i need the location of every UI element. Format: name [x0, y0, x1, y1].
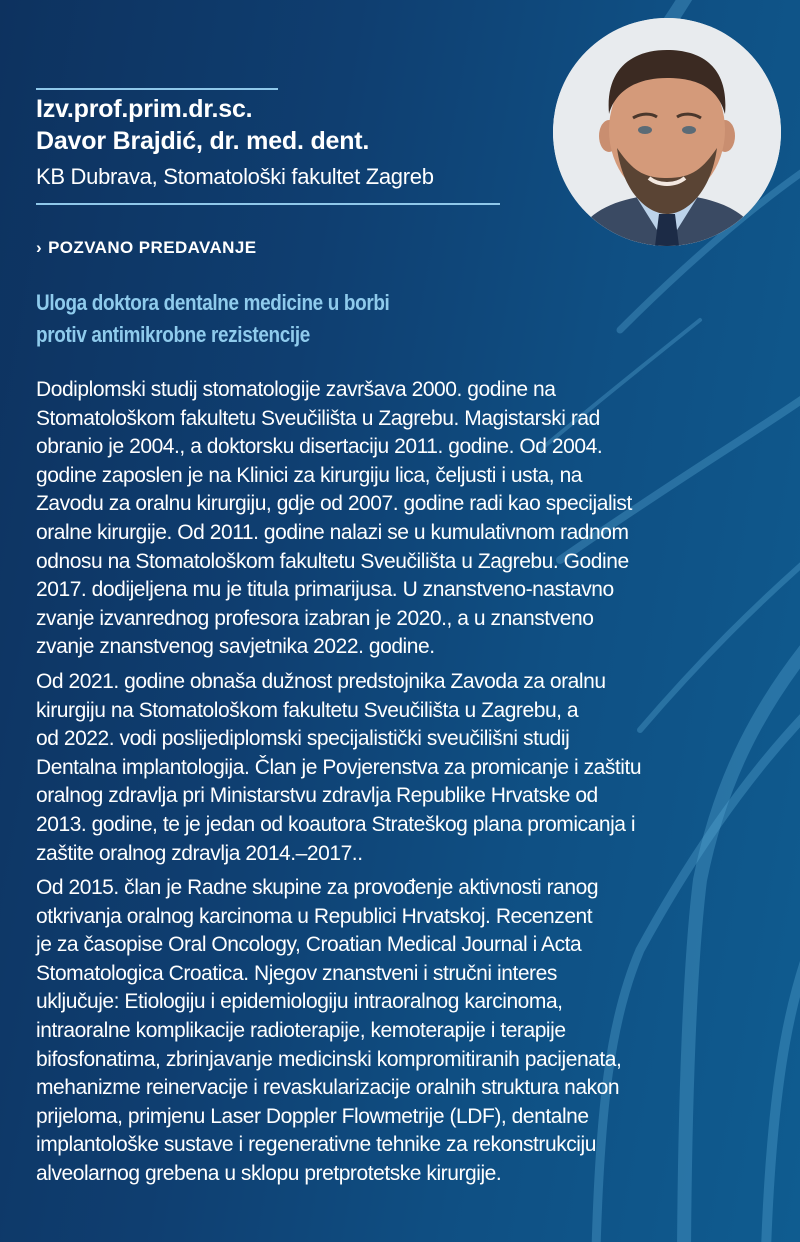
bio-line: zvanje znanstvenog savjetnika 2022. godine.: [36, 635, 435, 659]
bio-line: Od 2015. član je Radne skupine za provođenje aktivnosti ranog: [36, 876, 599, 900]
portrait-illustration: [553, 18, 781, 246]
bio-paragraph: [36, 376, 796, 662]
bio-line: prijeloma, primjenu Laser Doppler Flowmetrije (LDF), dentalne: [36, 1104, 589, 1128]
bio-line: Dentalna implantologija. Član je Povjerenstva za promicanje i zaštitu: [36, 755, 642, 779]
bio-line: alveolarnog grebena u sklopu pretprotetske kirurgije.: [36, 1162, 502, 1186]
bio-paragraph: [36, 668, 796, 868]
chevron-right-icon: ›: [36, 238, 43, 257]
bio-line: Zavodu za oralnu kirurgiju, gdje od 2007. godine radi kao specijalist: [36, 492, 632, 516]
session-type-text: POZVANO PREDAVANJE: [48, 238, 257, 257]
header-top-divider: [36, 88, 278, 90]
bio-line: Stomatološkom fakultetu Sveučilišta u Zagrebu. Magistarski rad: [36, 406, 600, 430]
bio-line: oralne kirurgije. Od 2011. godine nalazi se u kumulativnom radnom: [36, 520, 629, 544]
bio-line: Od 2021. godine obnaša dužnost predstojnika Zavoda za oralnu: [36, 669, 606, 693]
bio-line: otkrivanja oralnog karcinoma u Republici Hrvatskoj. Recenzent: [36, 904, 593, 928]
bio-line: implantološke sustave i regenerativne tehnike za rekonstrukciju: [36, 1133, 596, 1157]
talk-title-line: Uloga doktora dentalne medicine u borbi: [36, 290, 390, 315]
session-type-label: [36, 238, 256, 258]
speaker-photo: [553, 18, 781, 246]
bio-line: bifosfonatima, zbrinjavanje medicinski kompromitiranih pacijenata,: [36, 1047, 622, 1071]
bio-paragraph: [36, 874, 796, 1189]
speaker-title-prefix: Izv.prof.prim.dr.sc.: [36, 95, 253, 123]
speaker-affiliation: KB Dubrava, Stomatološki fakultet Zagreb: [36, 164, 434, 189]
bio-line: uključuje: Etiologiju i epidemiologiju intraoralnog karcinoma,: [36, 990, 563, 1014]
bio-line: oralnog zdravlja pri Ministarstvu zdravlja Republike Hrvatske od: [36, 784, 598, 808]
bio-line: intraoralne komplikacije radioterapije, kemoterapije i terapije: [36, 1019, 566, 1043]
speaker-biography: [36, 376, 796, 1195]
bio-line: zaštite oralnog zdravlja 2014.–2017..: [36, 841, 363, 865]
bio-line: kirurgiju na Stomatološkom fakultetu Sveučilišta u Zagrebu, a: [36, 698, 579, 722]
bio-line: Dodiplomski studij stomatologije završava 2000. godine na: [36, 378, 556, 401]
talk-title-line: protiv antimikrobne rezistencije: [36, 322, 310, 347]
bio-line: godine zaposlen je na Klinici za kirurgiju lica, čeljusti i usta, na: [36, 463, 583, 487]
bio-line: je za časopise Oral Oncology, Croatian Medical Journal i Acta: [36, 933, 582, 957]
talk-title: [36, 287, 483, 351]
bio-line: 2017. dodijeljena mu je titula primarijusa. U znanstveno-nastavno: [36, 578, 614, 602]
bio-line: odnosu na Stomatološkom fakultetu Sveučilišta u Zagrebu. Godine: [36, 549, 629, 573]
header-bottom-divider: [36, 203, 500, 205]
speaker-name: Davor Brajdić, dr. med. dent.: [36, 127, 370, 155]
bio-line: od 2022. vodi poslijediplomski specijalistički sveučilišni studij: [36, 727, 570, 751]
bio-line: 2013. godine, te je jedan od koautora Strateškog plana promicanja i: [36, 812, 636, 836]
bio-line: obranio je 2004., a doktorsku disertaciju 2011. godine. Od 2004.: [36, 435, 603, 459]
bio-line: mehanizme reinervacije i revaskularizacije oralnih struktura nakon: [36, 1076, 620, 1100]
bio-line: Stomatologica Croatica. Njegov znanstveni i stručni interes: [36, 961, 557, 985]
bio-line: zvanje izvanrednog profesora izabran je 2020., a u znanstveno: [36, 606, 594, 630]
